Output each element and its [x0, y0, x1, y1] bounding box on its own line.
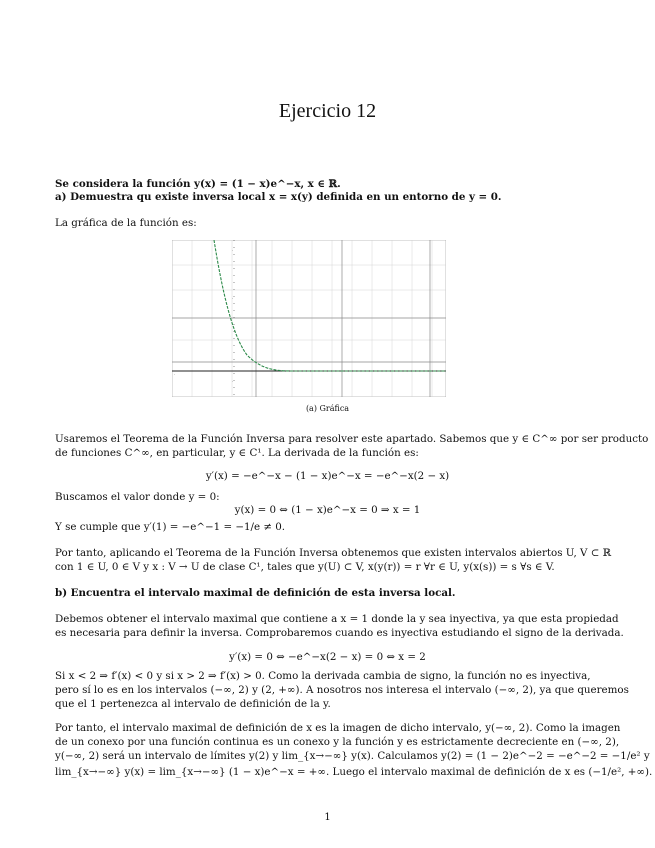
paragraph-7-line-1: Por tanto, el intervalo maximal de definición de x es la imagen de dicho intervalo, y(−∞, 2). Como la imagen	[55, 722, 621, 734]
graph-intro: La gráfica de la función es:	[55, 217, 197, 229]
paragraph-6-line-3: que el 1 pertenezca al intervalo de definición de la y.	[55, 698, 331, 710]
figure-caption: (a) Gráfica	[305, 404, 350, 413]
function-graph	[172, 240, 446, 397]
intro-statement: Se considera la función y(x) = (1 − x)e^−x, x ∈ ℝ.	[55, 178, 341, 190]
paragraph-7-line-3: y(−∞, 2) será un intervalo de límites y(2) y lim_{x→−∞} y(x). Calculamos y(2) = (1 − 2)e^−2 = −e^−2 = −1/e² y	[55, 750, 650, 762]
paragraph-7-line-2: de un conexo por una función continua es un conexo y la función y es estrictamente decreciente en (−∞, 2),	[55, 736, 620, 748]
paragraph-7-line-4: lim_{x→−∞} y(x) = lim_{x→−∞} (1 − x)e^−x = +∞. Luego el intervalo maximal de definición de x es (−1/e², +∞).	[55, 766, 653, 778]
svg-text:·: ·	[232, 248, 234, 253]
paragraph-4-line-2: con 1 ∈ U, 0 ∈ V y x : V → U de clase C¹, tales que y(U) ⊂ V, x(y(r)) = r ∀r ∈ U, y(x(s)) = s ∀s ∈ V.	[55, 561, 555, 573]
graph-frame	[172, 240, 446, 397]
page-title: Ejercicio 12	[278, 100, 377, 122]
part-b-heading: b) Encuentra el intervalo maximal de definición de esta inversa local.	[55, 587, 456, 599]
paragraph-5-line-1: Debemos obtener el intervalo maximal que contiene a x = 1 donde la y sea inyectiva, ya que esta propiedad	[55, 613, 619, 625]
paragraph-5-line-2: es necesaria para definir la inversa. Comprobaremos cuando es inyectiva estudiando el signo de la derivada.	[55, 627, 624, 639]
page-number: 1	[324, 812, 331, 823]
svg-text:·: ·	[232, 296, 234, 301]
paragraph-3: Y se cumple que y′(1) = −e^−1 = −1/e ≠ 0.	[55, 521, 286, 533]
equation-critical: y′(x) = 0 ⇔ −e^−x(2 − x) = 0 ⇔ x = 2	[229, 651, 426, 663]
paragraph-4-line-1: Por tanto, aplicando el Teorema de la Función Inversa obtenemos que existen intervalos abiertos U, V ⊂ ℝ	[55, 547, 612, 559]
svg-text:·: ·	[232, 379, 234, 384]
paragraph-1-line-2: de funciones C^∞, en particular, y ∈ C¹. La derivada de la función es:	[55, 447, 419, 459]
paragraph-1-line-1: Usaremos el Teorema de la Función Inversa para resolver este apartado. Sabemos que y ∈ C^∞ por ser producto	[55, 433, 649, 445]
paragraph-6-line-2: pero sí lo es en los intervalos (−∞, 2) y (2, +∞). A nosotros nos interesa el intervalo (−∞, 2), ya que queremos	[55, 684, 629, 696]
equation-derivative: y′(x) = −e^−x − (1 − x)e^−x = −e^−x(2 − x)	[205, 470, 450, 482]
part-a-heading: a) Demuestra qu existe inversa local x = x(y) definida en un entorno de y = 0.	[55, 191, 502, 203]
paragraph-6-line-1: Si x < 2 ⇒ f′(x) < 0 y si x > 2 ⇒ f′(x) > 0. Como la derivada cambia de signo, la función no es inyectiva,	[55, 670, 591, 682]
svg-text:·: ·	[174, 372, 176, 377]
equation-zero: y(x) = 0 ⇔ (1 − x)e^−x = 0 ⇒ x = 1	[234, 504, 421, 516]
paragraph-2: Buscamos el valor donde y = 0:	[55, 491, 220, 503]
